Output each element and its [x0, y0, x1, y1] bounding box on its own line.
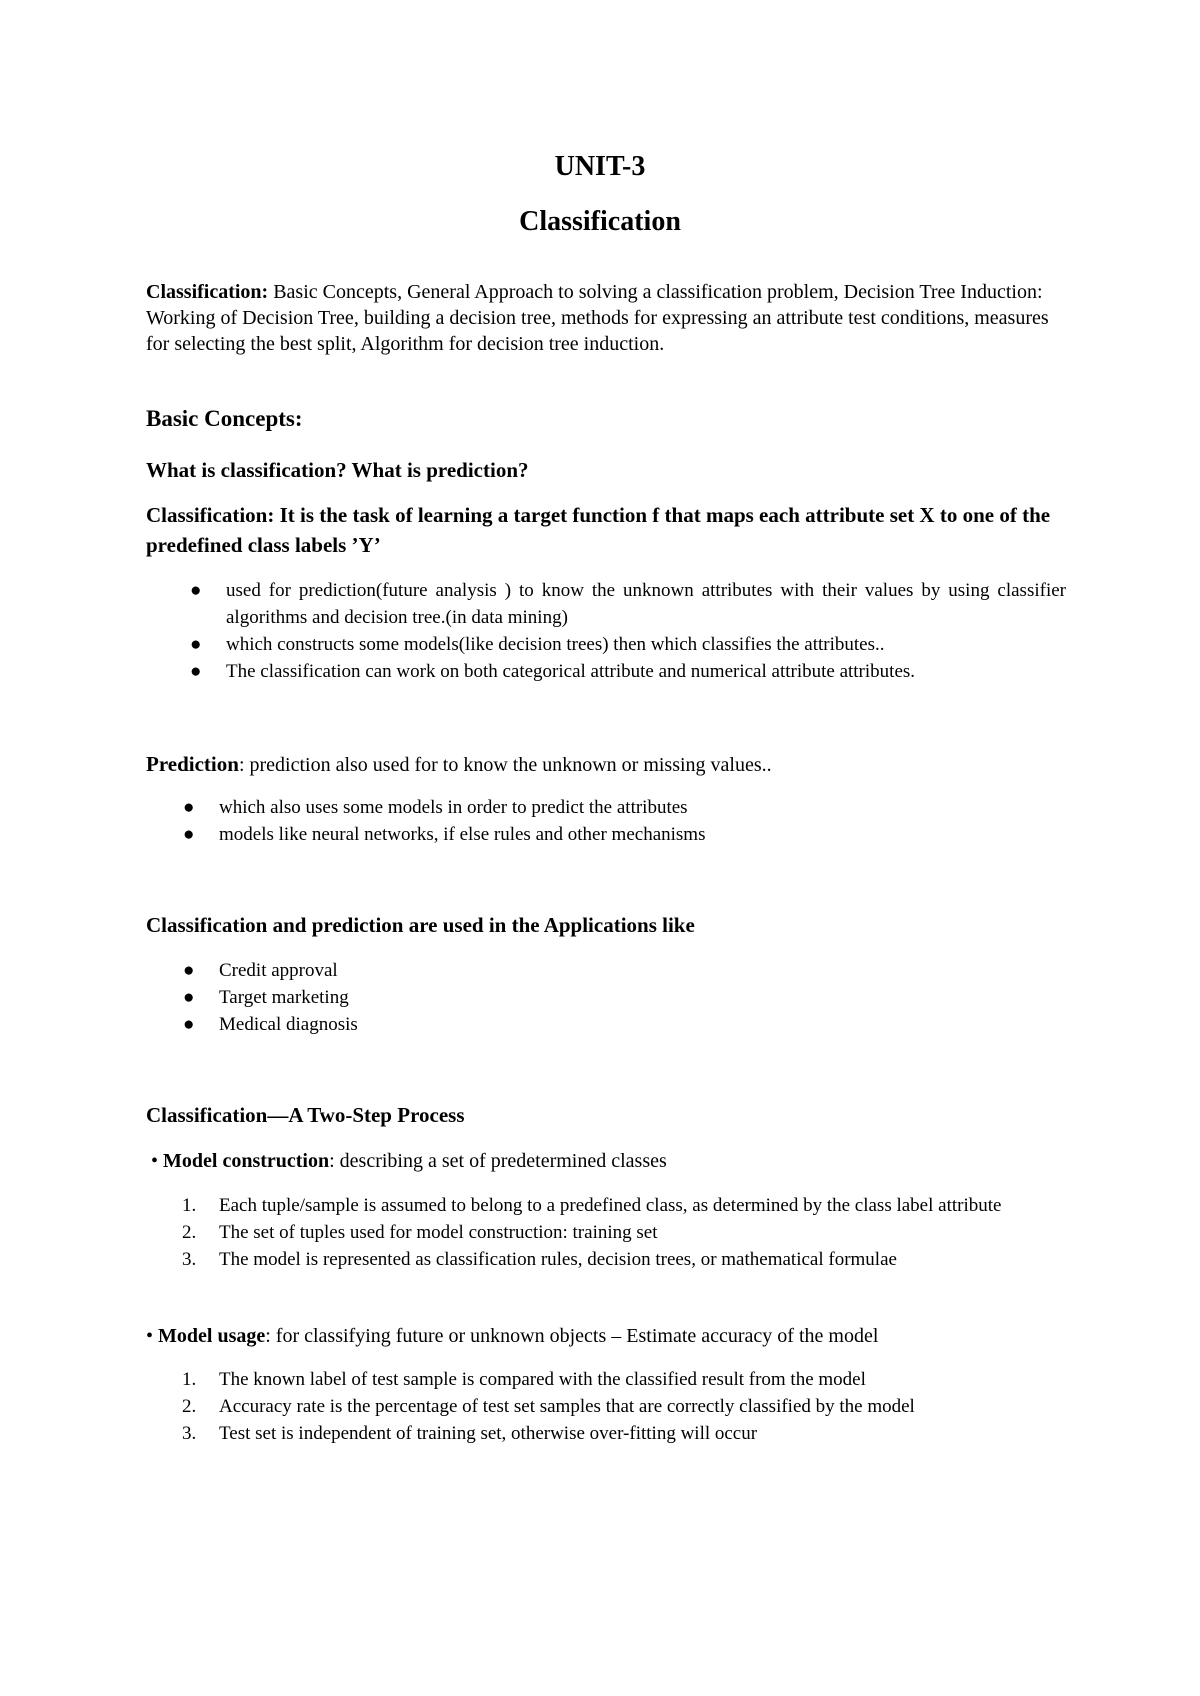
list-item: ● The classification can work on both categorical attribute and numerical attribute attributes. — [226, 658, 1066, 685]
bullet-icon: ● — [183, 824, 195, 845]
classification-bullet-list — [190, 577, 1066, 685]
prediction-label: Prediction — [146, 752, 239, 776]
list-item: 2. The set of tuples used for model construction: training set — [219, 1219, 1079, 1246]
bullet-icon: ● — [190, 634, 202, 655]
bullet-icon: • — [151, 1150, 159, 1172]
unit-title: UNIT-3 — [554, 151, 646, 182]
bullet-icon: ● — [183, 960, 195, 981]
model-construction-label: Model construction — [163, 1150, 330, 1172]
model-usage-line: • Model usage: for classifying future or unknown objects – Estimate accuracy of the model — [146, 1325, 879, 1347]
list-number: 1. — [182, 1195, 197, 1216]
applications-heading: Classification and prediction are used in the Applications like — [146, 913, 695, 937]
list-number: 2. — [182, 1396, 197, 1417]
model-usage-label: Model usage — [158, 1325, 266, 1347]
classification-definition: Classification: It is the task of learning a target function f that maps each attribute set X to one of the predefined class labels ’Y’ — [146, 503, 1051, 557]
bullet-icon: ● — [183, 797, 195, 818]
list-number: 3. — [182, 1423, 197, 1444]
intro-paragraph — [146, 279, 1066, 357]
bullet-icon: ● — [183, 987, 195, 1008]
list-number: 2. — [182, 1222, 197, 1243]
prediction-text: : prediction also used for to know the unknown or missing values.. — [238, 754, 772, 776]
list-item: 3. Test set is independent of training set, otherwise over-fitting will occur — [219, 1420, 1079, 1447]
bullet-icon: ● — [190, 580, 202, 601]
applications-bullet-list — [183, 957, 1059, 1038]
list-item: ● models like neural networks, if else rules and other mechanisms — [219, 821, 1059, 848]
bullet-icon: ● — [183, 1014, 195, 1035]
model-construction-list — [182, 1192, 1079, 1273]
list-item: 1. The known label of test sample is compared with the classified result from the model — [219, 1366, 1079, 1393]
prediction-paragraph — [146, 751, 1066, 778]
list-item: ● Credit approval — [219, 957, 1059, 984]
intro-text: Basic Concepts, General Approach to solving a classification problem, Decision Tree Induction: Working of Decision Tree, building a decision tree, methods for expressing an attribute test conditions, measures for selecting the best split, Algorithm for decision tree induction. — [146, 281, 1049, 355]
list-item: ● which constructs some models(like decision trees) then which classifies the attributes.. — [226, 631, 1066, 658]
list-item: 1. Each tuple/sample is assumed to belong to a predefined class, as determined by the class label attribute — [219, 1192, 1079, 1219]
list-item: ● Target marketing — [219, 984, 1059, 1011]
list-item: ● Medical diagnosis — [219, 1011, 1059, 1038]
basic-concepts-heading: Basic Concepts: — [146, 406, 303, 431]
list-number: 1. — [182, 1369, 197, 1390]
question-line: What is classification? What is prediction? — [146, 458, 529, 482]
model-construction-line: • Model construction: describing a set of predetermined classes — [151, 1150, 667, 1172]
intro-label: Classification: — [146, 281, 269, 303]
list-item: ● which also uses some models in order to predict the attributes — [219, 794, 1059, 821]
list-item: ● used for prediction(future analysis ) to know the unknown attributes with their values by using classifier algorithms and decision tree.(in data mining) — [226, 577, 1066, 631]
model-usage-list — [182, 1366, 1079, 1447]
list-number: 3. — [182, 1249, 197, 1270]
two-step-heading: Classification—A Two-Step Process — [146, 1103, 465, 1127]
prediction-bullet-list — [183, 794, 1059, 848]
bullet-icon: ● — [190, 661, 202, 682]
page-title: Classification — [519, 206, 681, 237]
list-item: 2. Accuracy rate is the percentage of test set samples that are correctly classified by the model — [219, 1393, 1079, 1420]
bullet-icon: • — [146, 1325, 154, 1347]
list-item: 3. The model is represented as classification rules, decision trees, or mathematical formulae — [219, 1246, 1079, 1273]
